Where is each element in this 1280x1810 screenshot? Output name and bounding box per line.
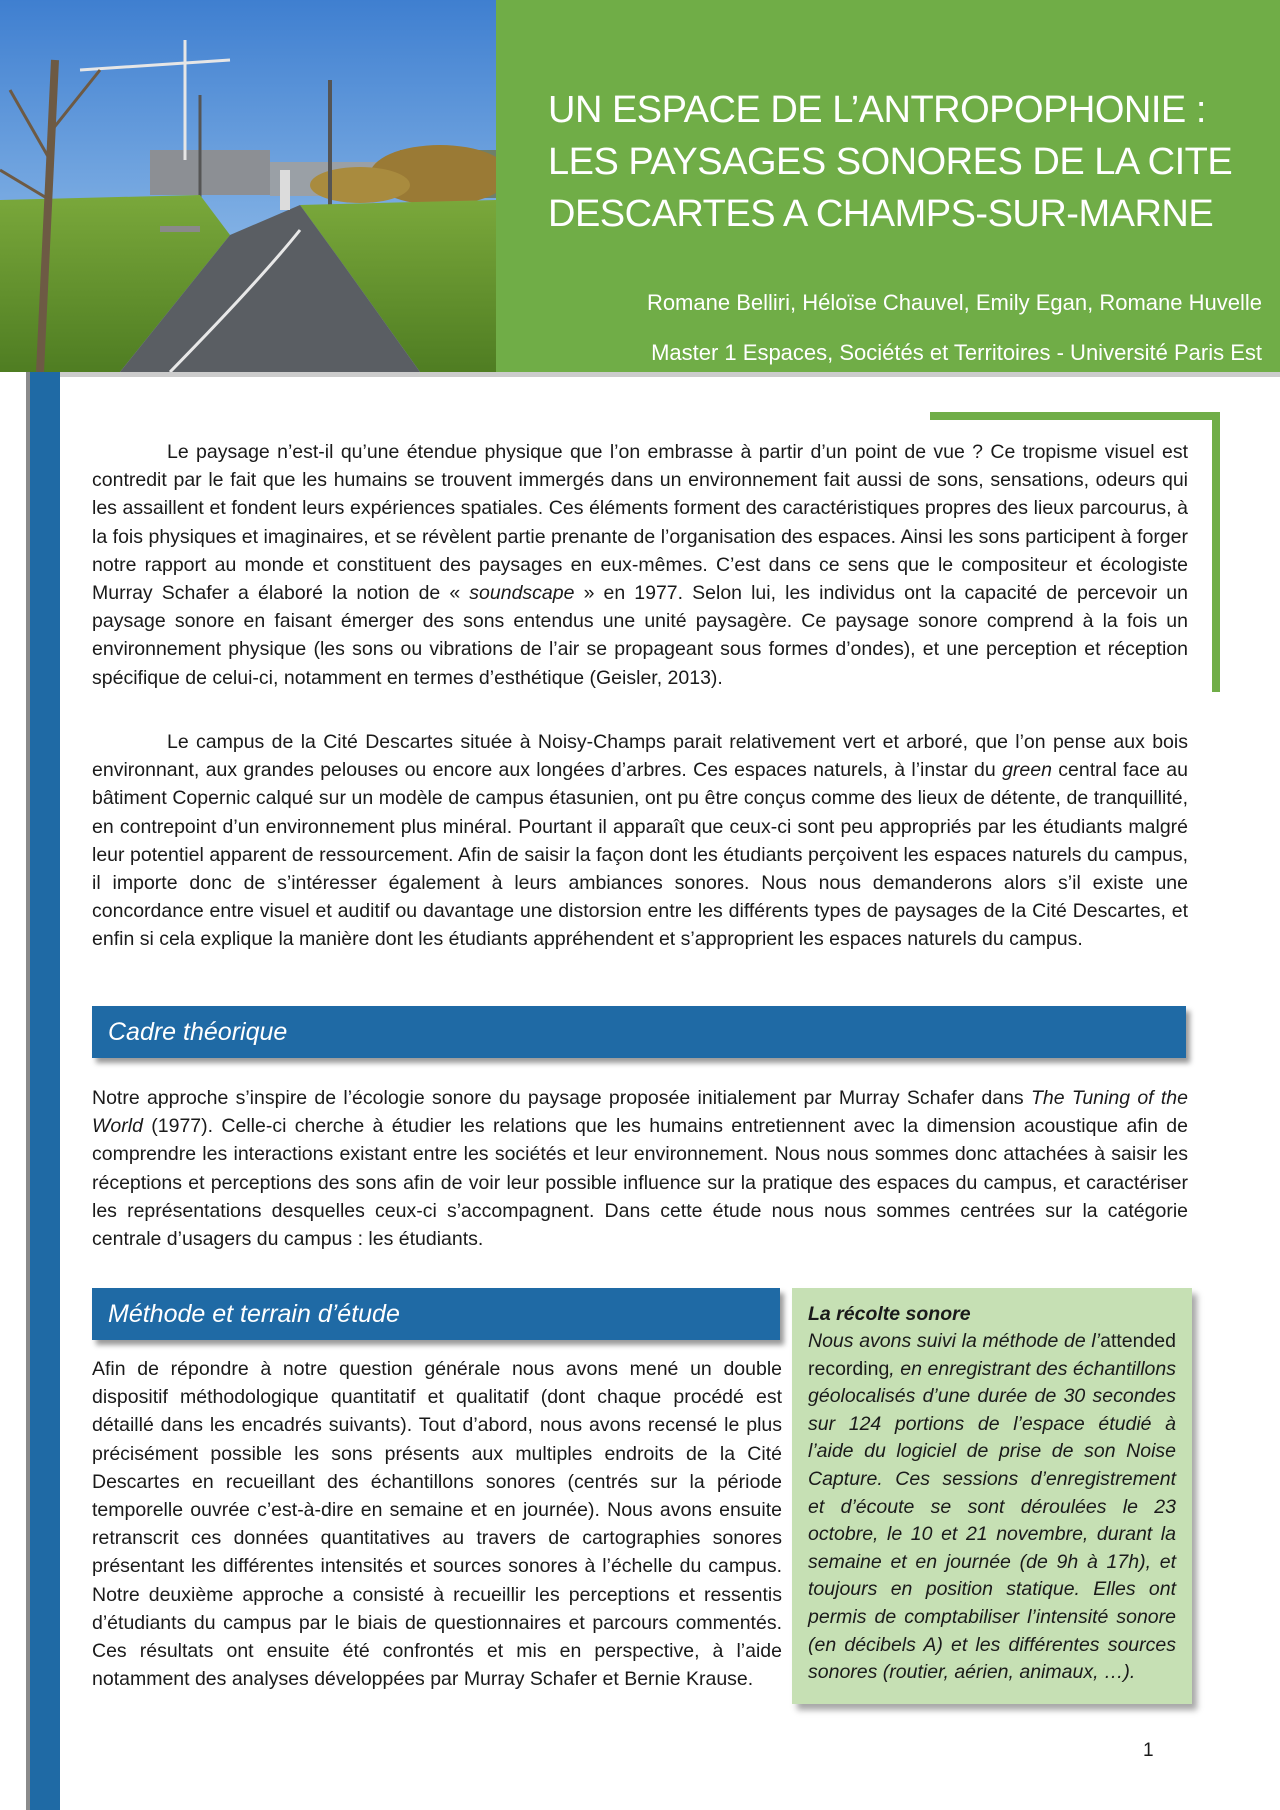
section-heading-cadre: Cadre théorique (92, 1006, 1186, 1058)
cadre-paragraph: Notre approche s’inspire de l’écologie sonore du paysage proposée initialement par Murray Schafer dans The Tuning of the World (1977). Celle-ci cherche à étudier les relations que les humains entretiennent avec la dimension acoustique afin de comprendre les interactions existant entre les sociétés et leur environnement. Nous nous sommes donc attachées à saisir les réceptions et perceptions des sons afin de voir leur possible influence sur la pratique des espaces du campus, et caractériser les représentations desquelles ceux-ci s’accompagnent. Dans cette étude nous nous sommes centrées sur la catégorie centrale d’usagers du campus : les étudiants. (92, 1087, 1188, 1251)
title-line: UN ESPACE DE L’ANTROPOPHONIE : (548, 89, 1206, 131)
header-shadow (30, 372, 1280, 377)
left-blue-spine (30, 372, 60, 1810)
section-heading-methode: Méthode et terrain d’étude (92, 1288, 780, 1340)
intro-paragraph-2: Le campus de la Cité Descartes située à Noisy-Champs parait relativement vert et arboré, que l’on pense aux bois environnant, aux grandes pelouses ou encore aux longées d’arbres. Ces espaces naturels, à l’instar du green central face au bâtiment Copernic calqué sur un modèle de campus étasunien, ont pu être conçus comme des lieux de détente, de tranquillité, en contrepoint d’un environnement plus minéral. Pourtant il apparaît que ceux-ci sont peu appropriés par les étudiants malgré leur potentiel apparent de ressourcement. Afin de saisir la façon dont les étudiants perçoivent les espaces naturels du campus, il importe donc de s’intéresser également à leurs ambiances sonores. Nous nous demanderons alors s’il existe une concordance entre visuel et auditif ou davantage une distorsion entre les différents types de paysages de la Cité Descartes, et enfin si cela explique la manière dont les étudiants appréhendent et s’approprient les espaces naturels du campus. (92, 731, 1188, 951)
campus-photo-illustration (0, 0, 496, 372)
sidebar-box-recolte (792, 1288, 1192, 1704)
title-line: LES PAYSAGES SONORES DE LA CITE (548, 141, 1233, 183)
green-corner-accent-vertical (1212, 412, 1220, 692)
document-title (548, 84, 1248, 240)
title-line: DESCARTES A CHAMPS-SUR-MARNE (548, 193, 1214, 235)
book-title: The Tuning of the World (92, 1087, 1188, 1138)
header-campus-photo (0, 0, 496, 372)
attended-recording-term: attended recording (808, 1330, 1176, 1380)
methode-paragraph: Afin de répondre à notre question générale nous avons mené un double dispositif méthodologique quantitatif et qualitatif (dont chaque procédé est détaillé dans les encadrés suivants). Tout d’abord, nous avons recensé le plus précisément possible les sons présents aux multiples endroits de la Cité Descartes en recueillant des échantillons sonores (centrés sur la période temporelle ouvrée c’est-à-dire en semaine et en journée). Nous avons ensuite retranscrit ces données quantitatives au travers de cartographies sonores présentant les différentes intensités et sources sonores à l’échelle du campus. Notre deuxième approche a consisté à recueillir les perceptions et ressentis d’étudiants du campus par le biais de questionnaires et parcours commentés. Ces résultats ont ensuite été confrontés et mis en perspective, à l’aide notamment des analyses développées par Murray Schafer et Bernie Krause. (92, 1358, 782, 1691)
sidebar-box-text: Nous avons suivi la méthode de l’attended recording, en enregistrant des échantillons géolocalisés d’une durée de 30 secondes sur 124 portions de l’espace étudié à l’aide du logiciel de prise de son Noise Capture. Ces sessions d’enregistrement et d’écoute se sont déroulées le 23 octobre, le 10 et 21 novembre, durant la semaine et en journée (de 9h à 17h), et toujours en position statique. Elles ont permis de comptabiliser l’intensité sonore (en décibels A) et les différentes sources sonores (routier, aérien, animaux, …). (808, 1330, 1176, 1684)
intro-paragraph-1: Le paysage n’est-il qu’une étendue physique que l’on embrasse à partir d’un point de vue ? Ce tropisme visuel est contredit par le fait que les humains se trouvent immergés dans un environnement fait aussi de sons, sensations, odeurs qui les assaillent et fondent leurs expériences spatiales. Ces éléments forment des caractéristiques propres des lieux parcourus, à la fois physiques et imaginaires, et se révèlent partie prenante de l’organisation des espaces. Ainsi les sons participent à forger notre rapport au monde et constituent des paysages en eux-mêmes. C’est dans ce sens que le compositeur et écologiste Murray Schafer a élaboré la notion de « soundscape » en 1977. Selon lui, les individus ont la capacité de percevoir un paysage sonore en faisant émerger des sons entendus une unité paysagère. Ce paysage sonore comprend à la fois un environnement physique (les sons ou vibrations de l’air se propageant sous formes d’ondes), et une perception et réception spécifique de celui-ci, notamment en termes d’esthétique (Geisler, 2013). (92, 441, 1188, 689)
page-number: 1 (1143, 1740, 1154, 1761)
green-corner-accent-horizontal (930, 412, 1220, 420)
authors: Romane Belliri, Héloïse Chauvel, Emily Egan, Romane Huvelle (646, 290, 1262, 315)
sidebar-box-title: La récolte sonore (808, 1303, 971, 1325)
green-term: green (1002, 759, 1052, 782)
soundscape-term: soundscape (469, 582, 575, 605)
affiliation: Master 1 Espaces, Sociétés et Territoires - Université Paris Est (651, 340, 1262, 365)
